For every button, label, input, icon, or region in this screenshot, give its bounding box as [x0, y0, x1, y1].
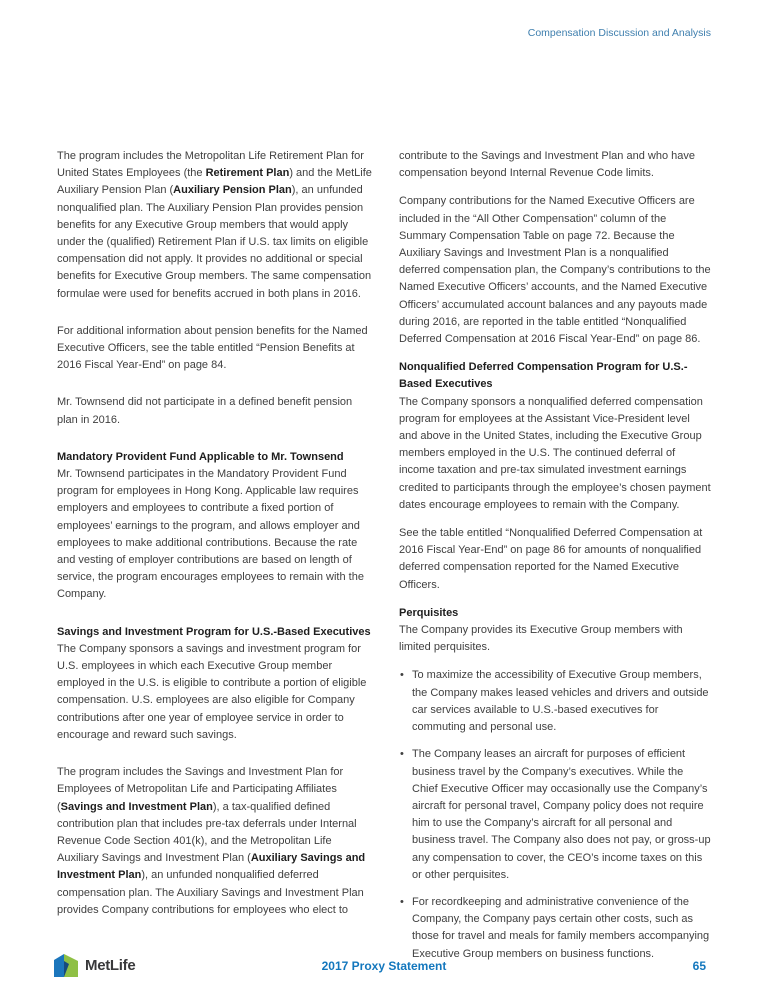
metlife-logo-wordmark: MetLife — [85, 956, 136, 974]
paragraph: The Company sponsors a savings and investment program for U.S. employees in which each Executive Group member employed in the U.S. is eligible to contribute a portion of eligible compensation. U.S. employees are also eligible for Company contributions after one year of employee service in order to encourage and reward such savings. — [57, 642, 367, 741]
bullet-item: • For recordkeeping and administrative convenience of the Company, the Company pays certain other costs, such as those for travel and meals for family members accompanying Executive Group members on business functions. — [400, 895, 710, 960]
bullet-item: • The Company leases an aircraft for purposes of efficient business travel by the Company’s executives. While the Chief Executive Officer may occasionally use the Company’s aircraft for personal travel, Company policy does not require him to use the Company’s aircraft for all personal and business travel. The Company also does not pay, or gross-up any compensation to cover, the CEO’s income taxes on this or other perquisites. — [400, 748, 711, 881]
right-column — [399, 148, 711, 973]
paragraph: For additional information about pension benefits for the Named Executive Officers, see the table entitled “Pension Benefits at 2016 Fiscal Year-End” on page 84. — [57, 324, 368, 372]
bullet-icon: • — [400, 669, 404, 682]
paragraph: See the table entitled “Nonqualified Deferred Compensation at 2016 Fiscal Year-End” on page 86 for amounts of nonqualified deferred compensation reported for the Named Executive Officers. — [399, 527, 703, 591]
section-heading: Mandatory Provident Fund Applicable to Mr. Townsend — [57, 450, 344, 463]
paragraph: The program includes the Savings and Investment Plan for Employees of Metropolitan Life and Participating Affiliates (Savings and Investment Plan), a tax-qualified defined contribution plan that includes pre-tax deferrals under Internal Revenue Code Section 401(k), and the Metropolitan Life Auxiliary Savings and Investment Plan (Auxiliary Savings and Investment Plan), an unfunded nonqualified deferred compensation plan. The Auxiliary Savings and Investment Plan provides Company contributions for employees who elect to — [57, 766, 366, 916]
paragraph: contribute to the Savings and Investment Plan and who have compensation beyond Internal Revenue Code limits. — [399, 150, 695, 180]
bullet-icon: • — [400, 895, 404, 908]
left-column — [57, 148, 375, 973]
running-header: Compensation Discussion and Analysis — [527, 27, 711, 39]
bullet-icon: • — [400, 748, 404, 761]
paragraph: The Company sponsors a nonqualified deferred compensation program for employees at the Assistant Vice-President level and above in the United States, including the Executive Group members employed in the U.S. The continued deferral of income taxation and pre-tax simulated investment earnings credited to participants through the employee’s chosen payment dates encourage employees to remain with the Company. — [399, 395, 711, 511]
body-columns — [57, 148, 711, 973]
section-heading: Perquisites — [399, 606, 459, 619]
footer-page-number: 65 — [692, 959, 706, 973]
paragraph: Mr. Townsend did not participate in a defined benefit pension plan in 2016. — [57, 396, 353, 426]
paragraph: Company contributions for the Named Executive Officers are included in the “All Other Compensation” column of the Summary Compensation Table on page 72. Because the Auxiliary Savings and Investment Plan is a nonqualified deferred compensation plan, the Company’s contributions to the Named Executive Officers’ accounts, and the Named Executive Officers’ accumulated account balances and any payouts made during 2016, are reported in the table entitled “Nonqualified Deferred Compensation at 2016 Fiscal Year-End” on page 86. — [399, 195, 711, 346]
paragraph: The Company provides its Executive Group members with limited perquisites. — [399, 624, 683, 654]
paragraph: The program includes the Metropolitan Life Retirement Plan for United States Employees (the Retirement Plan) and the MetLife Auxiliary Pension Plan (Auxiliary Pension Plan), an unfunded nonqualified plan. The Auxiliary Pension Plan provides pension benefits for any Executive Group members that would apply under the (qualified) Retirement Plan if U.S. tax limits on eligible compensation did not apply. It provides no additional or special benefits for Executive Group members. The same compensation formulae were used for benefits accrued in both plans in 2016. — [57, 150, 372, 300]
section-heading: Nonqualified Deferred Compensation Program for U.S.-Based Executives — [399, 361, 688, 391]
bullet-item: • To maximize the accessibility of Executive Group members, the Company makes leased vehicles and drivers and outside car services available to U.S.-based executives for commuting and personal use. — [400, 669, 709, 734]
page-footer — [0, 948, 768, 988]
section-heading: Savings and Investment Program for U.S.-Based Executives — [57, 625, 371, 638]
footer-proxy-statement-label: 2017 Proxy Statement — [321, 959, 447, 973]
paragraph: Mr. Townsend participates in the Mandatory Provident Fund program for employees in Hong Kong. Applicable law requires employers and employees to contribute a fixed portion of employees’ earnings to the program, and allows employer and employees to make additional contributions. Because the rate and vesting of employer contributions are based on length of service, the program encourages employees to remain with the Company. — [57, 468, 364, 601]
